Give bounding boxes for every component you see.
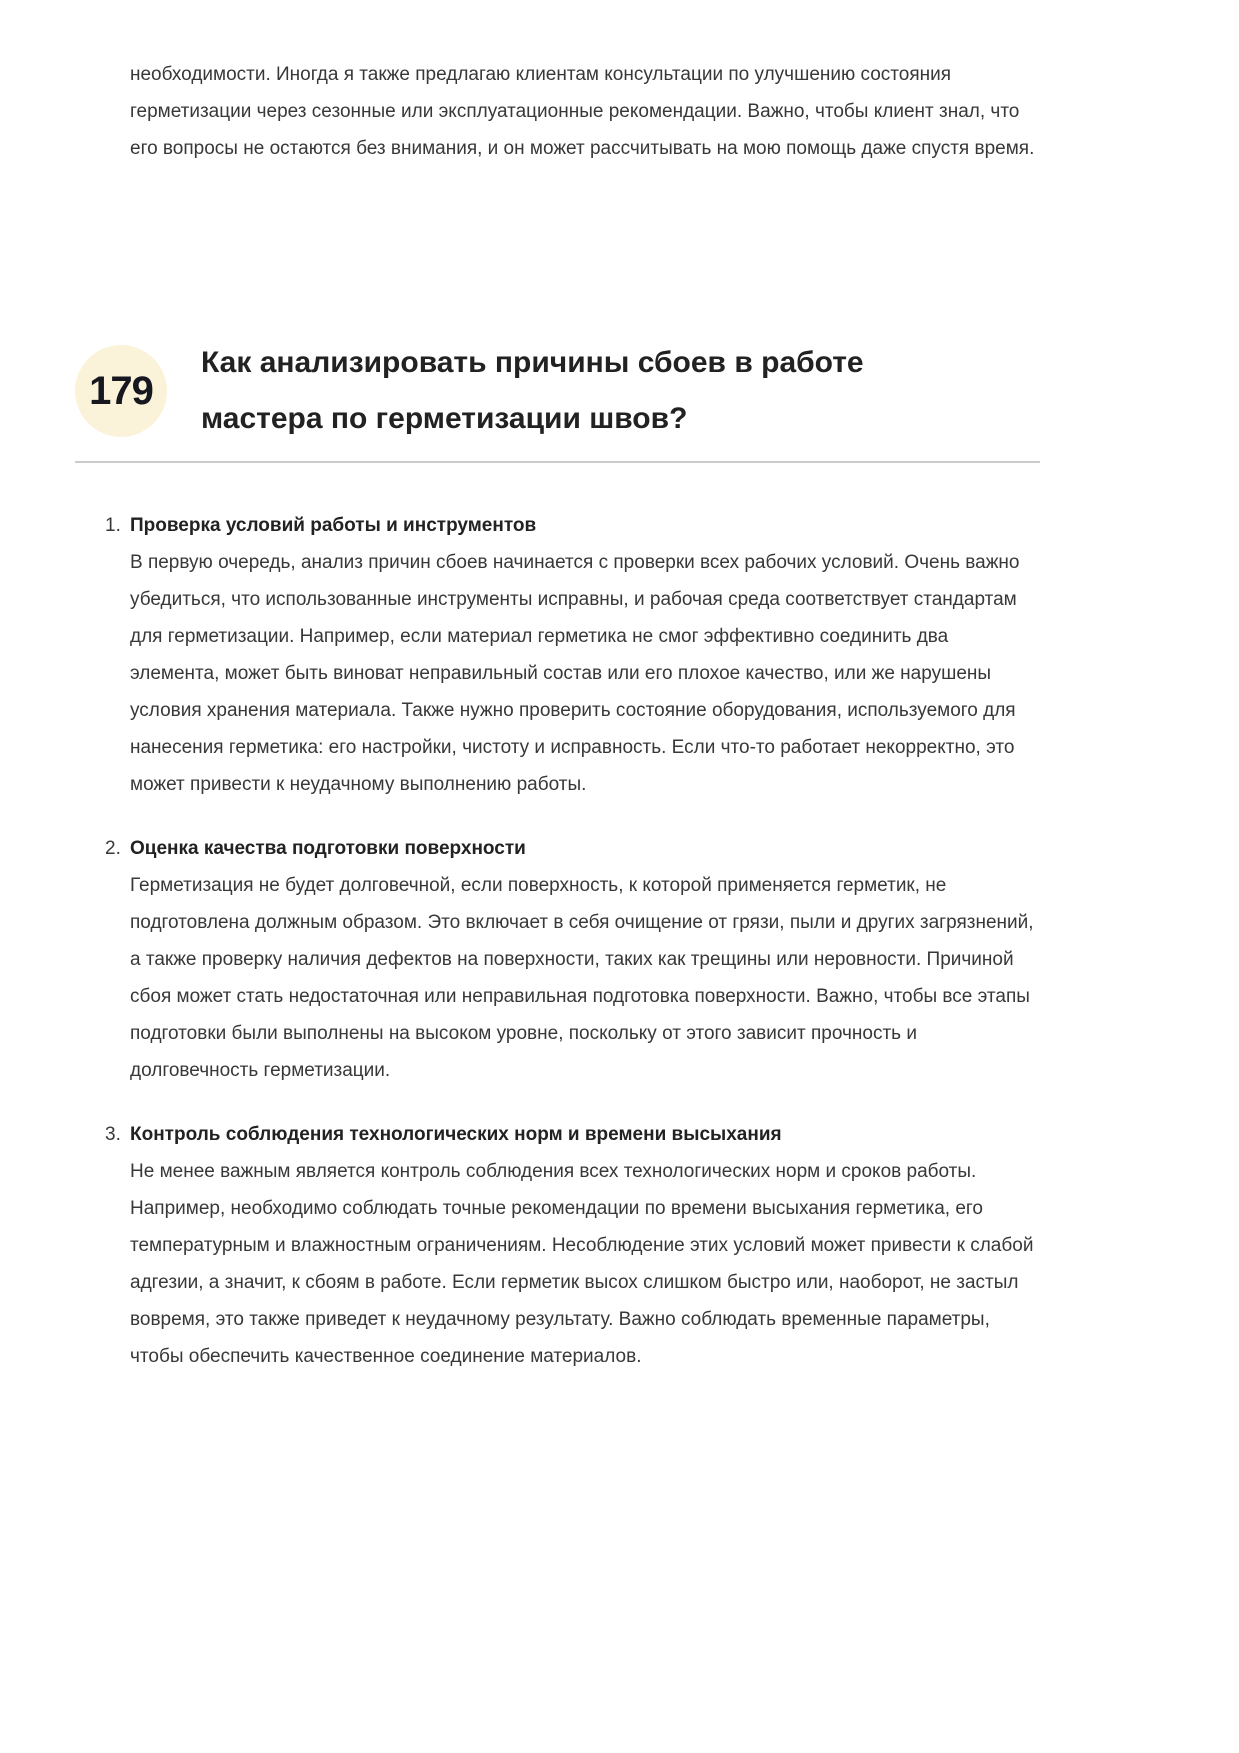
section-title: Как анализировать причины сбоев в работе мастера по герметизации швов? <box>201 346 864 435</box>
list-item-body: Не менее важным является контроль соблюдения всех технологических норм и сроков работы. Например, необходимо соблюдать точные рекомендации по времени высыхания герметика, его температурным и влажностным ограничениям. Несоблюдение этих условий может привести к слабой адгезии, а значит, к сбоям в работе. Если герметик высох слишком быстро или, наоборот, не застыл вовремя, это также приведет к неудачному результату. Важно соблюдать временные параметры, чтобы обеспечить качественное соединение материалов. <box>130 1161 1034 1367</box>
list-item-title: Оценка качества подготовки поверхности <box>130 838 526 859</box>
list-item <box>75 1116 1040 1375</box>
list-item-body: Герметизация не будет долговечной, если поверхность, к которой применяется герметик, не подготовлена должным образом. Это включает в себя очищение от грязи, пыли и других загрязнений, а также проверку наличия дефектов на поверхности, таких как трещины или неровности. Причиной сбоя может стать недостаточная или неправильная подготовка поверхности. Важно, чтобы все этапы подготовки были выполнены на высоком уровне, поскольку от этого зависит прочность и долговечность герметизации. <box>130 875 1034 1081</box>
list-item-body: В первую очередь, анализ причин сбоев начинается с проверки всех рабочих условий. Очень важно убедиться, что использованные инструменты исправны, и рабочая среда соответствует стандартам для герметизации. Например, если материал герметика не смог эффективно соединить два элемента, может быть виноват неправильный состав или его плохое качество, или же нарушены условия хранения материала. Также нужно проверить состояние оборудования, используемого для нанесения герметика: его настройки, чистоту и исправность. Если что-то работает некорректно, это может привести к неудачному выполнению работы. <box>130 552 1020 795</box>
list-item-number: 2. <box>105 838 121 859</box>
list-item-number: 1. <box>105 515 121 536</box>
list-item-number: 3. <box>105 1124 121 1145</box>
list-item <box>75 507 1040 803</box>
list-item <box>75 830 1040 1089</box>
list-item-content <box>130 830 1040 1089</box>
intro-paragraph: необходимости. Иногда я также предлагаю клиентам консультации по улучшению состояния герметизации через сезонные или эксплуатационные рекомендации. Важно, чтобы клиент знал, что его вопросы не остаются без внимания, и он может рассчитывать на мою помощь даже спустя время. <box>130 64 1035 159</box>
list-item-title: Проверка условий работы и инструментов <box>130 515 537 536</box>
question-number-badge <box>75 345 167 437</box>
answer-list <box>75 507 1040 1375</box>
list-item-title: Контроль соблюдения технологических норм и времени высыхания <box>130 1124 782 1145</box>
section-divider <box>75 461 1040 463</box>
question-number: 179 <box>89 368 153 413</box>
list-item-content <box>130 1116 1040 1375</box>
list-item-content <box>130 507 1040 803</box>
section-header <box>75 335 1040 447</box>
